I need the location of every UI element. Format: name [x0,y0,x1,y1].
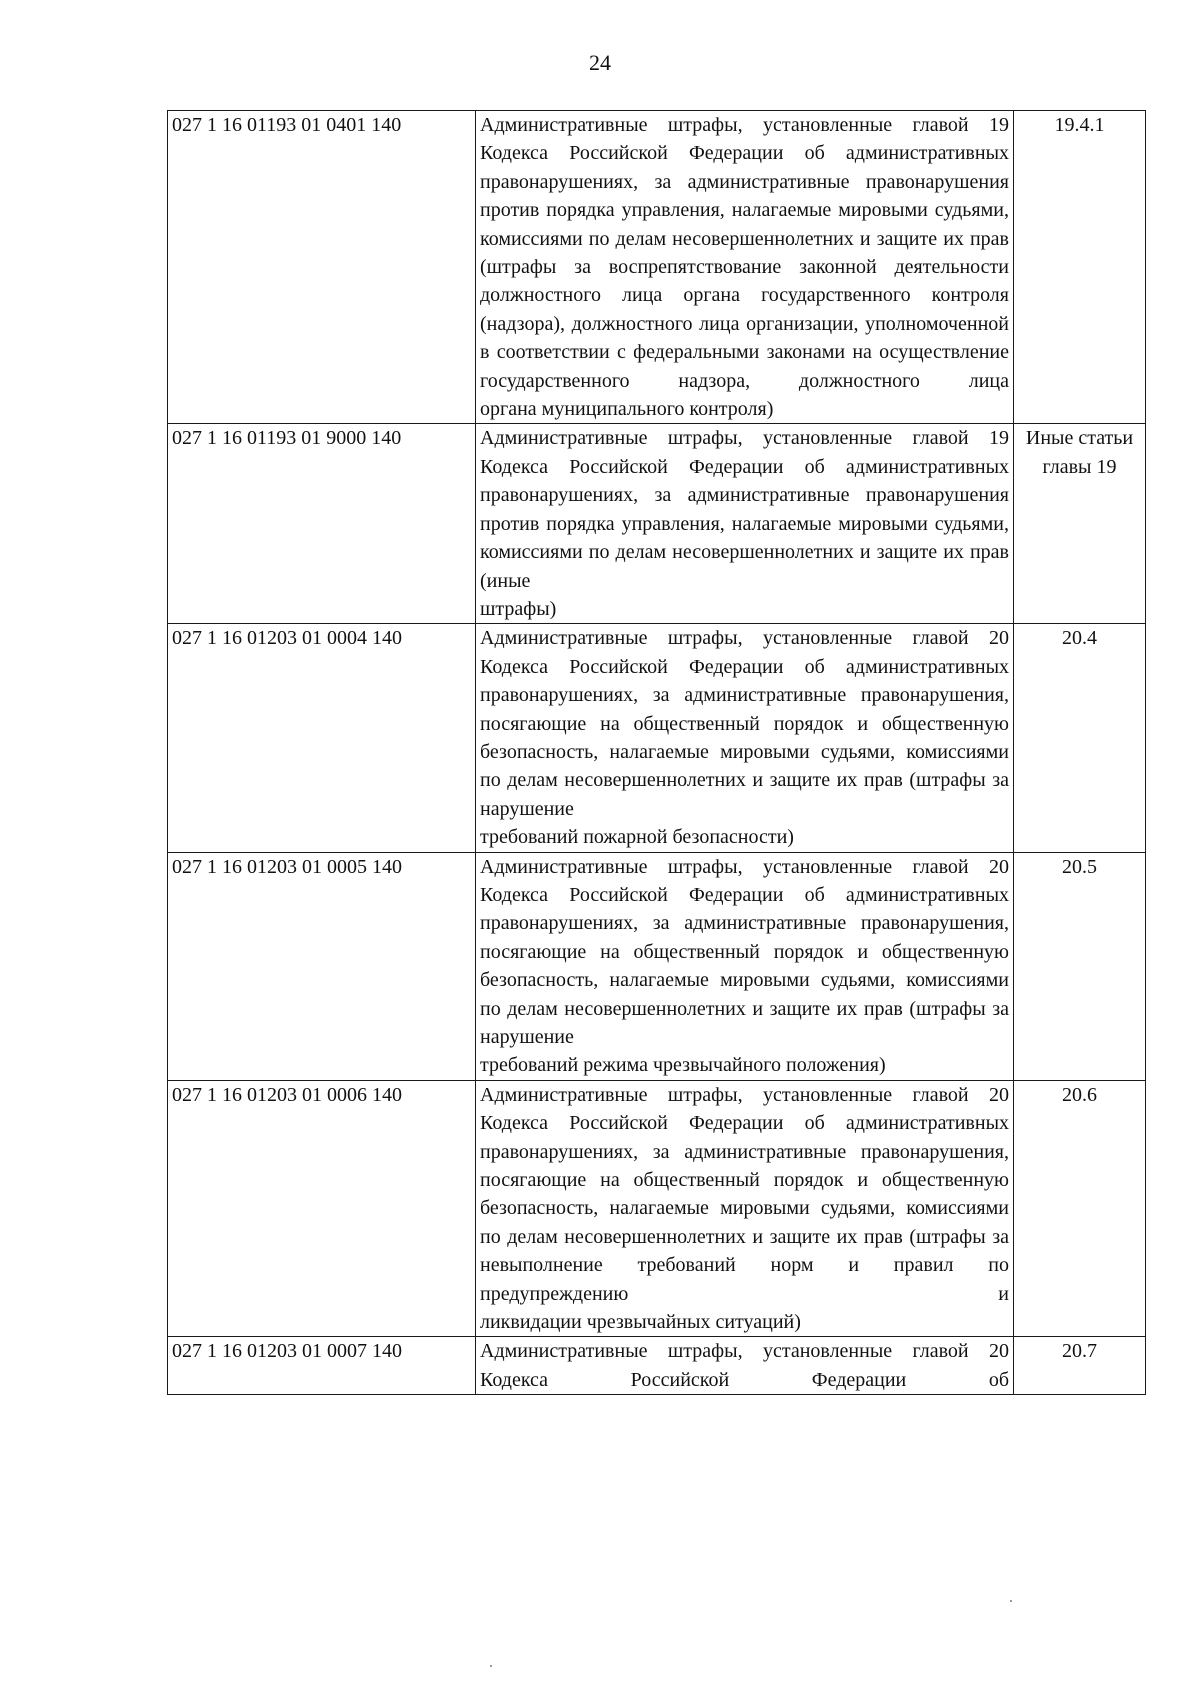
description-text: Административные штрафы, установленные главой 20 Кодекса Российской Федерации об административных правонарушениях, за административные правонарушения, посягающие на общественный порядок и общественную безопасность, налагаемые мировыми судьями, комиссиями по делам несовершеннолетних и защите их прав (штрафы за невыполнение требований норм и правил по предупреждению и [480,1083,1009,1305]
budget-code-cell: 027 1 16 01203 01 0004 140 [168,624,476,852]
article-cell: 20.6 [1014,1080,1146,1337]
description-text: Административные штрафы, установленные главой 20 Кодекса Российской Федерации об [480,1340,1009,1391]
article-cell: 19.4.1 [1014,111,1146,424]
description-text-end: требований режима чрезвычайного положения) [480,1054,886,1077]
table-row [168,424,1146,624]
description-text: Административные штрафы, установленные главой 20 Кодекса Российской Федерации об административных правонарушениях, за административные правонарушения, посягающие на общественный порядок и общественную безопасность, налагаемые мировыми судьями, комиссиями по делам несовершеннолетних и защите их прав (штрафы за нарушение [480,855,1009,1048]
description-text: Административные штрафы, установленные главой 20 Кодекса Российской Федерации об административных правонарушениях, за административные правонарушения, посягающие на общественный порядок и общественную безопасность, налагаемые мировыми судьями, комиссиями по делам несовершеннолетних и защите их прав (штрафы за нарушение [480,627,1009,820]
description-cell [476,1337,1014,1395]
article-cell: 20.5 [1014,852,1146,1080]
table-row [168,1337,1146,1395]
description-cell [476,624,1014,852]
description-cell [476,111,1014,424]
description-text-end: требований пожарной безопасности) [480,826,794,849]
table-row [168,1080,1146,1337]
description-text-end: штрафы) [480,597,557,620]
description-cell [476,424,1014,624]
table-row [168,852,1146,1080]
budget-code-cell: 027 1 16 01203 01 0006 140 [168,1080,476,1337]
article-cell: 20.4 [1014,624,1146,852]
fees-table [167,110,1146,1395]
budget-code-cell: 027 1 16 01193 01 0401 140 [168,111,476,424]
table-row [168,624,1146,852]
scan-speck [1010,1600,1012,1602]
scan-speck [490,1665,492,1667]
budget-code-cell: 027 1 16 01203 01 0007 140 [168,1337,476,1395]
article-cell: Иные статьи главы 19 [1014,424,1146,624]
table-row [168,111,1146,424]
description-cell [476,852,1014,1080]
description-text-end: ликвидации чрезвычайных ситуаций) [480,1311,801,1334]
description-cell [476,1080,1014,1337]
page-number: 24 [589,50,611,75]
budget-code-cell: 027 1 16 01193 01 9000 140 [168,424,476,624]
description-text-end: органа муниципального контроля) [480,398,774,421]
description-text: Административные штрафы, установленные главой 19 Кодекса Российской Федерации об административных правонарушениях, за административные правонарушения против порядка управления, налагаемые мировыми судьями, комиссиями по делам несовершеннолетних и защите их прав (штрафы за воспрепятствование законной деятельности должностного лица органа государственного контроля (надзора), должностного лица организации, уполномоченной в соответствии с федеральными законами на осуществление государственного надзора, должностного лица [480,114,1009,392]
description-text: Административные штрафы, установленные главой 19 Кодекса Российской Федерации об административных правонарушениях, за административные правонарушения против порядка управления, налагаемые мировыми судьями, комиссиями по делам несовершеннолетних и защите их прав (иные [480,427,1009,592]
budget-code-cell: 027 1 16 01203 01 0005 140 [168,852,476,1080]
article-cell: 20.7 [1014,1337,1146,1395]
